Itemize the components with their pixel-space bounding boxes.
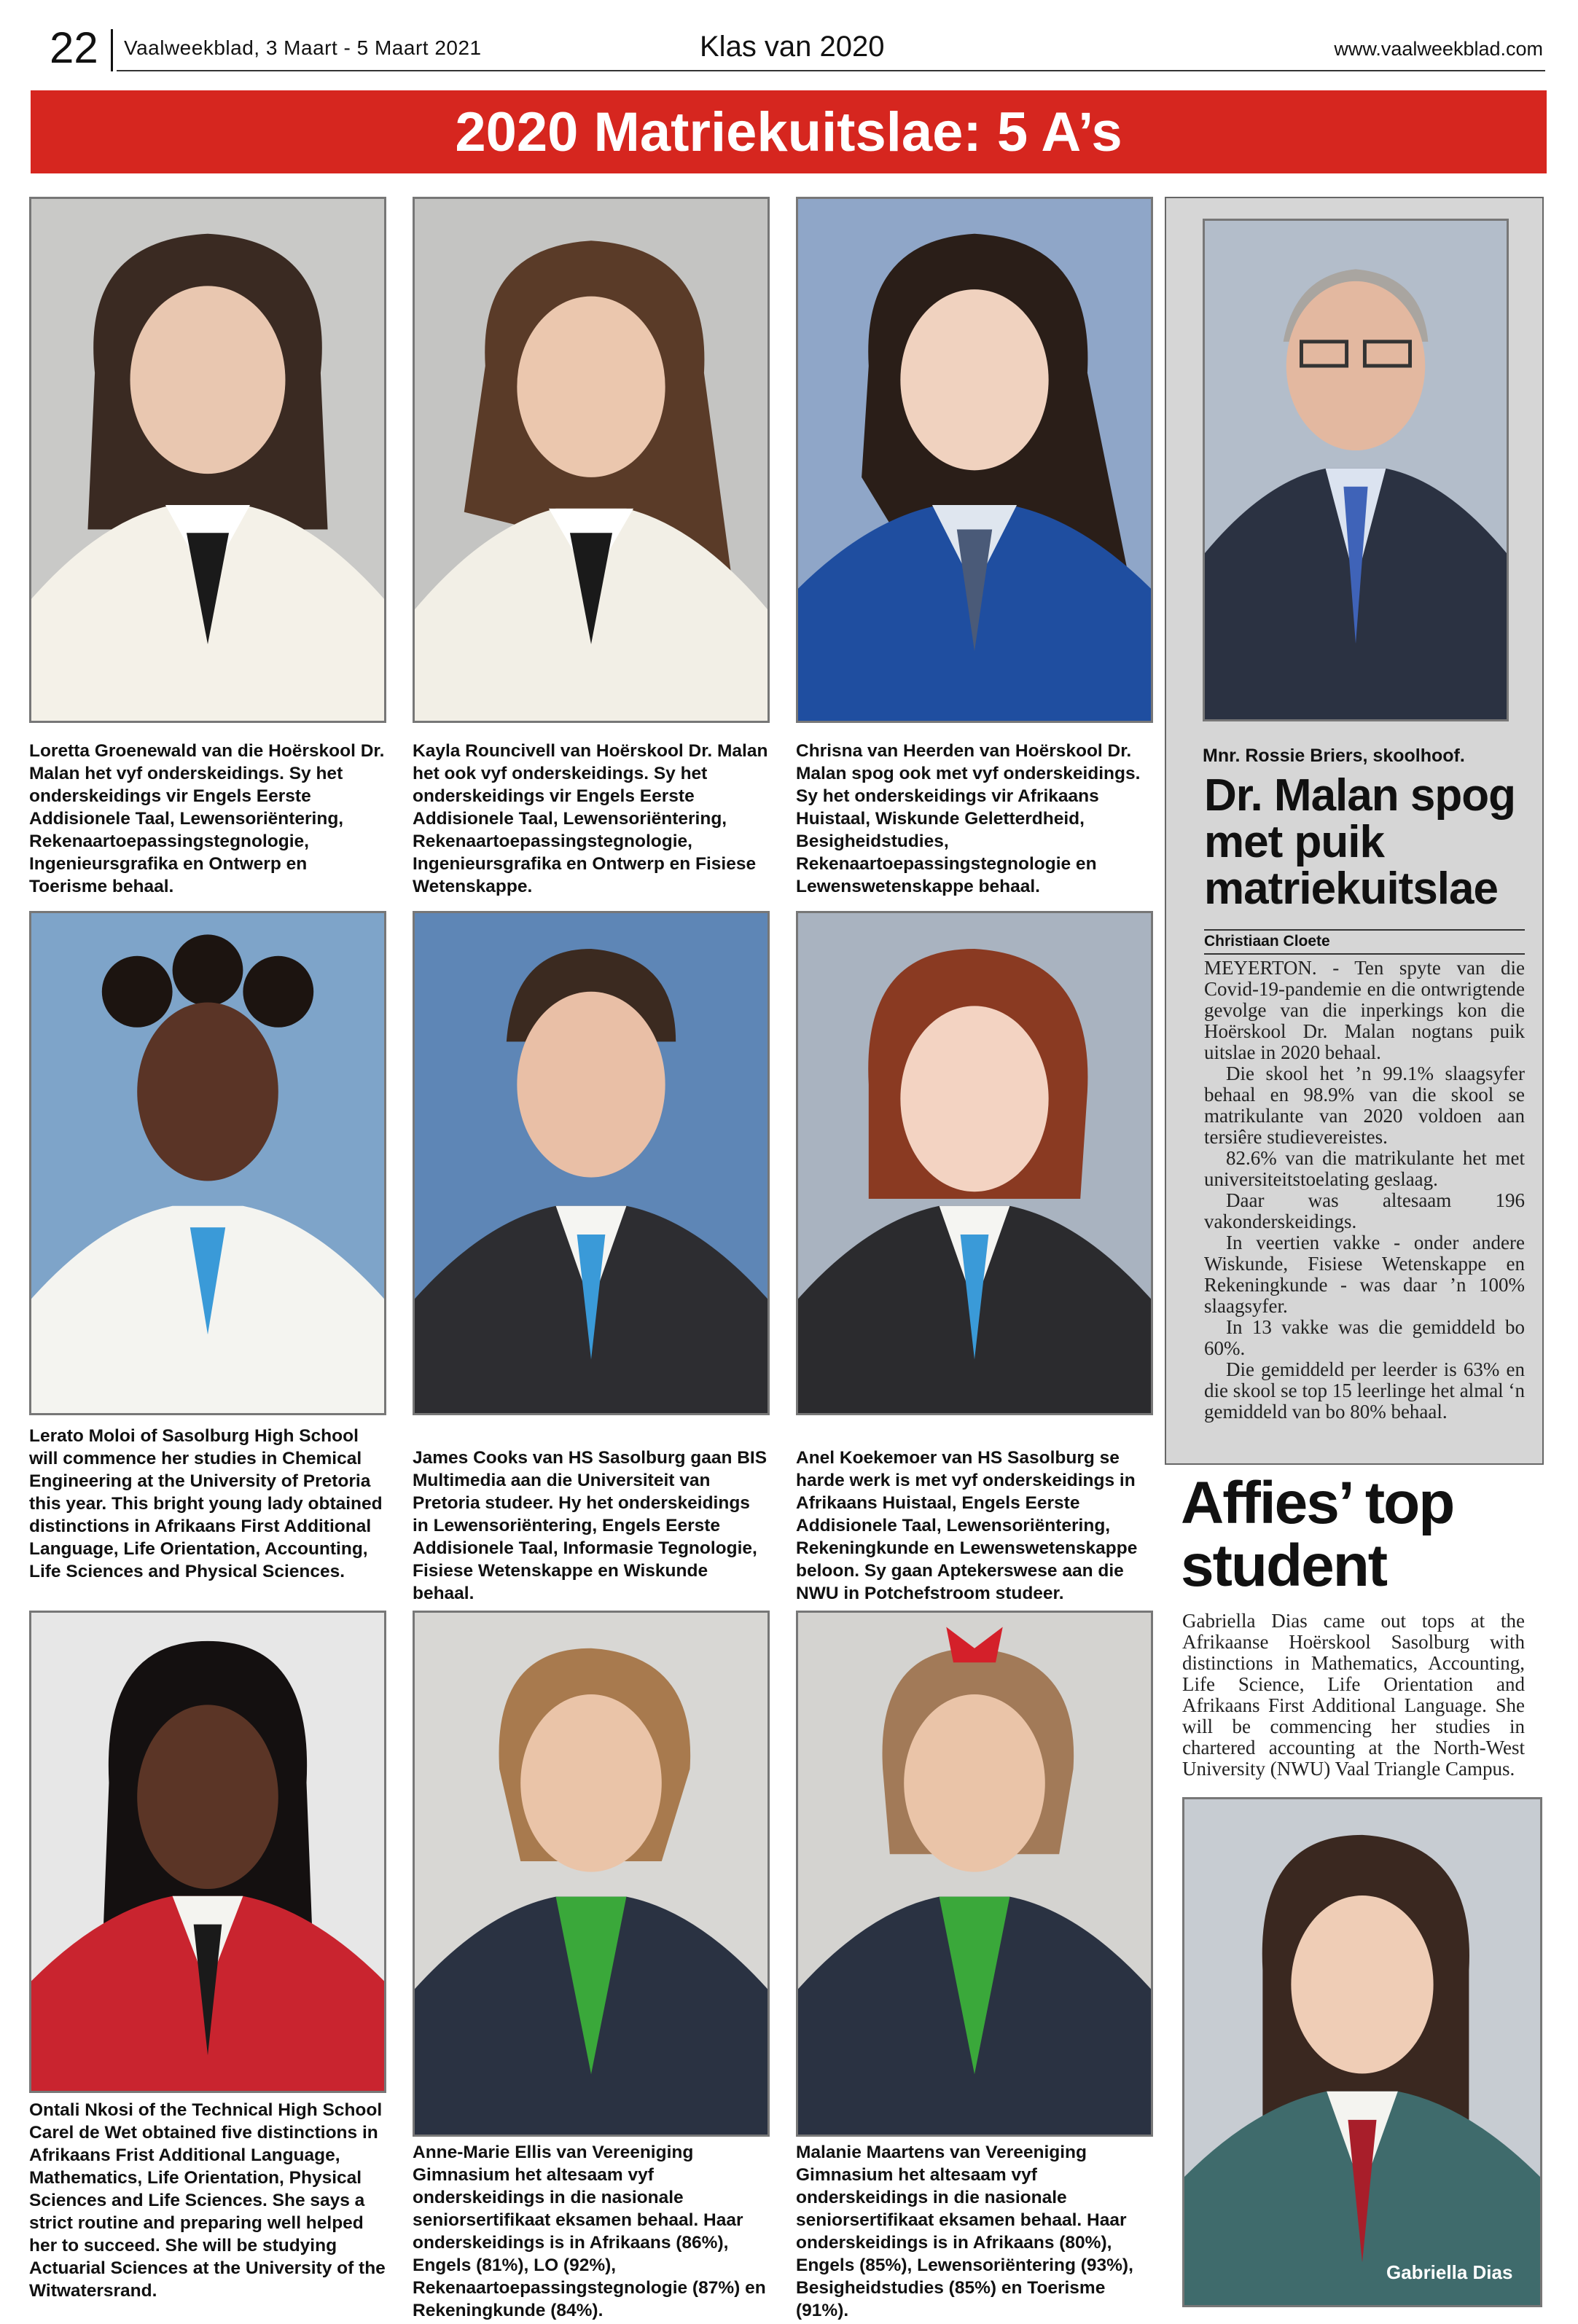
caption-malanie-maartens: Malanie Maartens van Vereeniging Gimnasium het altesaam vyf onderskeidings in die nasionale seniorsertifikaat eksamen behaal. Haar onderskeidings is in Afrikaans (80%), Engels (85%), Lewensoriëntering (93%), Besigheidstudies (85%) en Toerisme (91%). [796,2143,1133,2320]
photo-ontali-nkosi [29,1611,386,2093]
photo-rossie-briers [1203,219,1509,721]
photo-chrisna-van-heerden [796,197,1153,723]
article-paragraph: 82.6% van die matrikulante het met universiteitstoelating geslaag. [1204,1147,1525,1190]
caption-lerato-moloi: Lerato Moloi of Sasolburg High School will commence her studies in Chemical Engineering at the University of Pretoria this year. This bright young lady obtained distinctions in Afrikaans First Additional Language, Life Orientation, Accounting, Life Sciences and Physical Sciences. [29,1426,383,1581]
photo-anel-koekemoer [796,911,1153,1415]
byline-rule [1204,953,1525,955]
affies-headline: Affies’ top student [1181,1470,1454,1599]
article-headline: Dr. Malan spog met puik matriekuitslae [1204,770,1515,914]
website-link[interactable]: www.vaalweekblad.com [1334,38,1543,60]
article-paragraph: In 13 vakke was die gemiddeld bo 60%. [1204,1316,1525,1359]
article-paragraph: In veertien vakke - onder andere Wiskunde, Fisiese Wetenskappe en Rekeningkunde - was daar ’n 100% slaagsyfer. [1204,1232,1525,1317]
byline: Christiaan Cloete [1204,933,1330,950]
caption-ontali-nkosi: Ontali Nkosi of the Technical High School Carel de Wet obtained five distinctions in Afrikaans Frist Additional Language, Mathematics, Life Orientation, Physical Sciences and Life Sciences. She says a strict routine and preparing well helped her to succeed. She will be studying Actuarial Sciences at the University of the Witwatersrand. [29,2100,386,2301]
article-body [1204,958,1525,1423]
caption-chrisna-van-heerden: Chrisna van Heerden van Hoërskool Dr. Malan spog ook met vyf onderskeidings. Sy het onderskeidings vir Afrikaans Huistaal, Wiskunde Geletterdheid, Besigheidstudies, Rekenaartoepassingstegnologie en Lewenswetenskappe behaal. [796,741,1141,896]
photo-lerato-moloi [29,911,386,1415]
header-rule [117,70,1545,71]
article-paragraph: Die skool het ’n 99.1% slaagsyfer behaal en 98.9% van die skool se matrikulante van 2020 voldoen aan tersiêre studievereistes. [1204,1063,1525,1148]
article-paragraph: MEYERTON. - Ten spyte van die Covid-19-pandemie en die ontwrigtende gevolge van die inperkings kon die Hoërskool Dr. Malan nogtans puik uitslae in 2020 behaal. [1204,957,1525,1063]
publication-line: Vaalweekblad, 3 Maart - 5 Maart 2021 [124,36,482,59]
photo-malanie-maartens [796,1611,1153,2137]
photo-gabriella-dias [1182,1797,1542,2307]
principal-caption: Mnr. Rossie Briers, skoolhoof. [1203,746,1465,766]
section-title: Klas van 2020 [700,31,885,63]
article-paragraph: Die gemiddeld per leerder is 63% en die skool se top 15 leerlinge het almal ‘n gemiddeld van bo 80% behaal. [1204,1358,1525,1423]
photo-anne-marie-ellis [413,1611,770,2137]
byline-rule [1204,929,1525,931]
photo-james-cooks [413,911,770,1415]
caption-anel-koekemoer: Anel Koekemoer van HS Sasolburg se harde werk is met vyf onderskeidings in Afrikaans Huistaal, Engels Eerste Addisionele Taal, Lewensoriëntering, Rekeningkunde en Lewenswetenskappe beloon. Sy gaan Aptekerswese aan die NWU in Potchefstroom studeer. [796,1448,1138,1603]
photo-label-gabriella-dias: Gabriella Dias [1386,2261,1513,2283]
affies-body: Gabriella Dias came out tops at the Afrikaanse Hoërskool Sasolburg with distinctions in Mathematics, Accounting, Life Science, Life Orientation and Afrikaans First Additional Language. She will be commencing her studies in chartered accounting at the North-West University (NWU) Vaal Triangle Campus. [1182,1610,1525,1780]
headline-banner [31,90,1547,173]
page-number: 22 [50,23,98,72]
caption-james-cooks: James Cooks van HS Sasolburg gaan BIS Multimedia aan die Universiteit van Pretoria studeer. Hy het onderskeidings in Lewensoriëntering, Engels Eerste Addisionele Taal, Informasie Tegnologie, Fisiese Wetenskappe en Wiskunde behaal. [413,1448,767,1603]
photo-kayla-rouncivell [413,197,770,723]
header-divider [111,29,113,71]
caption-kayla-rouncivell: Kayla Rouncivell van Hoërskool Dr. Malan het ook vyf onderskeidings. Sy het onderskeidings vir Engels Eerste Addisionele Taal, Lewensoriëntering, Rekenaartoepassingstegnologie, Ingenieursgrafika en Ontwerp en Fisiese Wetenskappe. [413,741,768,896]
banner-title: 2020 Matriekuitslae: 5 A’s [455,101,1122,163]
article-paragraph: Daar was altesaam 196 vakonderskeidings. [1204,1189,1525,1232]
photo-loretta-groenewald [29,197,386,723]
caption-loretta-groenewald: Loretta Groenewald van die Hoërskool Dr. Malan het vyf onderskeidings. Sy het onderskeidings vir Engels Eerste Addisionele Taal, Lewensoriëntering, Rekenaartoepassingstegnologie, Ingenieursgrafika en Ontwerp en Toerisme behaal. [29,741,385,896]
caption-anne-marie-ellis: Anne-Marie Ellis van Vereeniging Gimnasium het altesaam vyf onderskeidings in die nasionale seniorsertifikaat eksamen behaal. Haar onderskeidings is in Afrikaans (86%), Engels (81%), LO (92%), Rekenaartoepassingstegnologie (87%) en Rekeningkunde (84%). [413,2143,766,2320]
